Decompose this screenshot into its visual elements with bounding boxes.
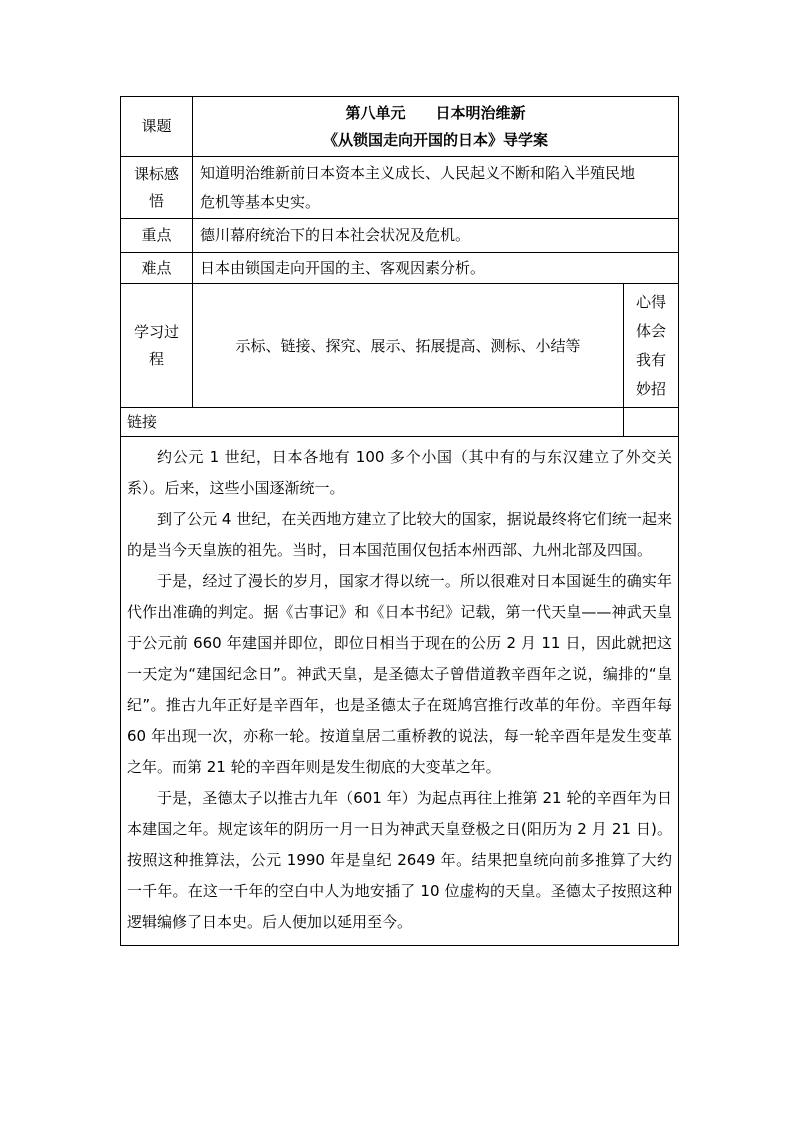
notes-label-line2: 体会 [636, 321, 667, 340]
passage-row [121, 437, 679, 946]
process-label-cell [121, 284, 193, 408]
passage-cell [121, 437, 679, 946]
standard-label-line1: 课标感 [133, 164, 179, 183]
passage-paragraph: 于是，经过了漫长的岁月，国家才得以统一。所以很难对日本国诞生的确实年代作出准确的判定。据《古事记》和《日本书纪》记载，第一代天皇——神武天皇于公元前 660 年建国并即位，即位日相当于现在的公历 2 月 11 日，因此就把这一天定为“建国纪念日”。神武天皇，是圣德太子曾借道教辛酉年之说，编排的“皇纪”。推古九年正好是辛酉年，也是圣德太子在斑鸠宫推行改革的年份。辛酉年每 60 年出现一次，亦称一轮。按道皇居二重桥教的说法，每一轮辛酉年是发生变革之年。而第 21 轮的辛酉年则是发生彻底的大变革之年。 [127, 572, 673, 776]
unit-number: 第八单元 [345, 103, 406, 122]
passage-paragraph: 于是，圣德太子以推古九年（601 年）为起点再往上推第 21 轮的辛酉年为日本建国之年。规定该年的阴历一月一日为神武天皇登极之日(阳历为 2 月 21 日)。按照这种推算法，公元 1990 年是皇纪 2649 年。结果把皇统向前多推算了大约一千年。在这一千年的空白中人为地安插了 10 位虚构的天皇。圣德太子按照这种逻辑编修了日本史。后人便加以延用至今。 [127, 789, 673, 931]
process-label-line1: 学习过 [133, 322, 179, 341]
lesson-title: 《从锁国走向开国的日本》导学案 [323, 130, 549, 149]
worksheet-table [120, 96, 679, 946]
link-label: 链接 [121, 408, 624, 437]
standard-label-cell [121, 157, 193, 219]
difficulty-label: 难点 [121, 253, 193, 284]
key-point-label: 重点 [121, 219, 193, 253]
difficulty-text: 日本由锁国走向开国的主、客观因素分析。 [193, 253, 679, 284]
key-point-text: 德川幕府统治下的日本社会状况及危机。 [193, 219, 679, 253]
passage-paragraph: 到了公元 4 世纪，在关西地方建立了比较大的国家，据说最终将它们统一起来的是当今天皇族的祖先。当时，日本国范围仅包括本州西部、九州北部及四国。 [127, 510, 673, 559]
process-steps: 示标、链接、探究、展示、拓展提高、测标、小结等 [193, 284, 624, 408]
standard-label-line2: 悟 [148, 191, 164, 210]
unit-title: 日本明治维新 [435, 103, 526, 122]
link-notes-cell [624, 408, 679, 437]
unit-heading [193, 100, 678, 127]
notes-label-line4: 妙招 [636, 379, 667, 398]
process-row [121, 284, 679, 408]
notes-label-line3: 我有 [636, 350, 667, 369]
notes-label-line1: 心得 [636, 292, 667, 311]
standard-row [121, 157, 679, 219]
process-label-line2: 程 [148, 349, 164, 368]
standard-text-line2: 危机等基本史实。 [200, 192, 321, 211]
notes-label-cell [624, 284, 679, 408]
standard-text-line1: 知道明治维新前日本资本主义成长、人民起义不断和陷入半殖民地 [200, 163, 636, 182]
title-cell [193, 97, 679, 157]
difficulty-row [121, 253, 679, 284]
passage-paragraph: 约公元 1 世纪，日本各地有 100 多个小国（其中有的与东汉建立了外交关系）。后来，这些小国逐渐统一。 [127, 448, 673, 497]
title-row [121, 97, 679, 157]
standard-text-cell [193, 157, 679, 219]
topic-label-cell [121, 97, 193, 157]
key-point-row [121, 219, 679, 253]
link-row [121, 408, 679, 437]
topic-label: 课题 [141, 117, 172, 135]
